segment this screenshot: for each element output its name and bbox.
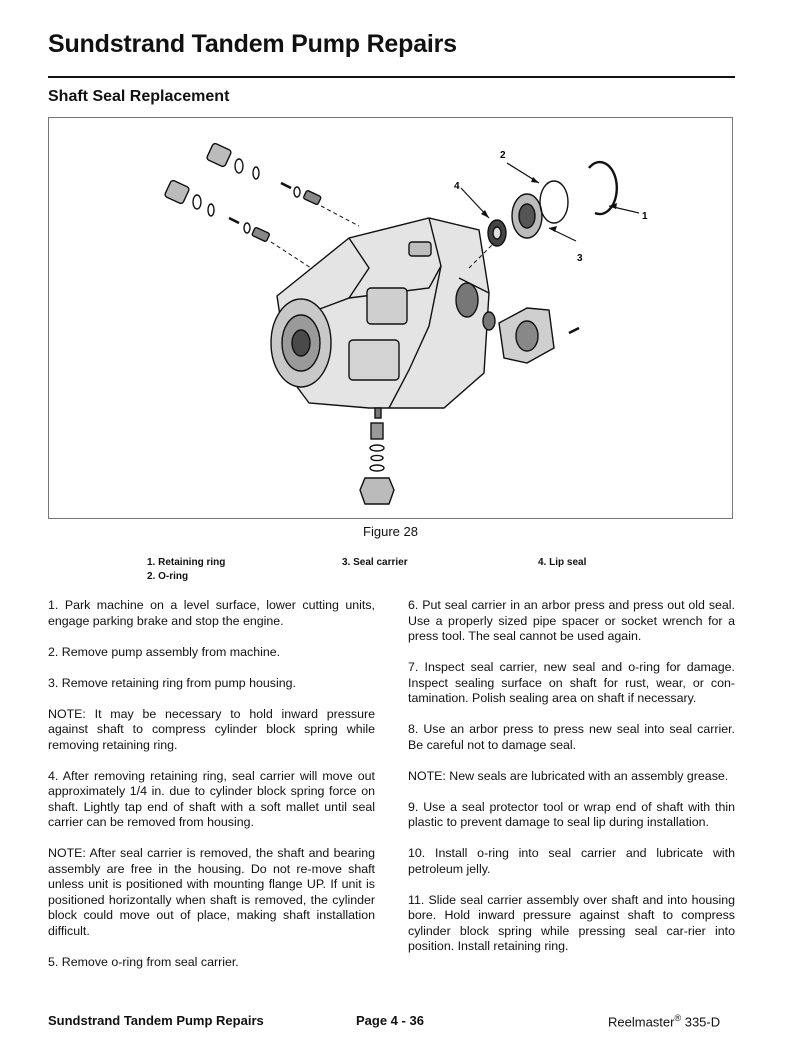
footer-page-number: Page 4 - 36 bbox=[356, 1013, 424, 1028]
footer-brand: Reelmaster bbox=[608, 1014, 675, 1030]
callout-3: 3 bbox=[577, 253, 583, 264]
section-title: Shaft Seal Replacement bbox=[48, 88, 230, 105]
pump-exploded-diagram bbox=[49, 118, 732, 518]
footer-model: 335-D bbox=[681, 1014, 721, 1030]
callout-1: 1 bbox=[642, 211, 648, 222]
legend-item-o-ring: 2. O-ring bbox=[147, 571, 189, 582]
step-9: 9. Use a seal protector tool or wrap end of shaft with thin plastic to prevent damage to seal lip during installation. bbox=[408, 799, 735, 829]
step-7: 7. Inspect seal carrier, new seal and o-ring for damage. Inspect sealing surface on shaft for rust, wear, or con-tamination. Polish sealing area on shaft if necessary. bbox=[408, 660, 735, 705]
figure-frame bbox=[48, 117, 733, 519]
footer-section-title: Sundstrand Tandem Pump Repairs bbox=[48, 1013, 264, 1028]
note-retaining-ring: NOTE: It may be necessary to hold inward pressure against shaft to compress cylinder block spring while removing retaining ring. bbox=[48, 706, 375, 752]
registered-mark: ® bbox=[674, 1013, 682, 1023]
footer-product-name bbox=[608, 1013, 720, 1029]
step-6: 6. Put seal carrier in an arbor press and press out old seal. Use a properly sized pipe spacer or socket wrench for a press tool. The seal cannot be used again. bbox=[408, 598, 735, 643]
legend-item-seal-carrier: 3. Seal carrier bbox=[342, 557, 408, 568]
step-8: 8. Use an arbor press to press new seal into seal carrier. Be careful not to damage seal. bbox=[408, 722, 735, 752]
legend-item-lip-seal: 4. Lip seal bbox=[538, 557, 587, 568]
step-11: 11. Slide seal carrier assembly over shaft and into housing bore. Hold inward pressure against shaft to compress cylinder block spring while pressing seal car-rier into position. Install retaining ring. bbox=[408, 892, 735, 953]
legend-item-retaining-ring: 1. Retaining ring bbox=[147, 557, 226, 568]
step-4: 4. After removing retaining ring, seal carrier will move out approximately 1/4 in. due to cylinder block spring force on shaft. Lightly tap end of shaft with a soft mallet until seal carrier can be removed from housing. bbox=[48, 768, 375, 829]
note-seal-grease: NOTE: New seals are lubricated with an assembly grease. bbox=[408, 768, 729, 783]
step-2: 2. Remove pump assembly from machine. bbox=[48, 644, 281, 659]
title-rule bbox=[48, 76, 735, 78]
left-column bbox=[48, 598, 375, 986]
step-3: 3. Remove retaining ring from pump housing. bbox=[48, 675, 296, 690]
step-5: 5. Remove o-ring from seal carrier. bbox=[48, 954, 239, 969]
callout-4: 4 bbox=[454, 181, 460, 192]
note-shaft-removal: NOTE: After seal carrier is removed, the shaft and bearing assembly are free in the housing. Do not re-move shaft unless unit is positioned with mounting flange UP. If unit is positioned horizontally when shaft is removed, the cylinder block could move out of place, making shaft installation difficult. bbox=[48, 846, 375, 938]
page-title: Sundstrand Tandem Pump Repairs bbox=[48, 30, 457, 58]
right-column bbox=[408, 598, 735, 970]
step-10: 10. Install o-ring into seal carrier and lubricate with petroleum jelly. bbox=[408, 846, 735, 876]
step-1: 1. Park machine on a level surface, lower cutting units, engage parking brake and stop the engine. bbox=[48, 598, 375, 628]
figure-caption: Figure 28 bbox=[363, 524, 418, 539]
callout-2: 2 bbox=[500, 150, 506, 161]
